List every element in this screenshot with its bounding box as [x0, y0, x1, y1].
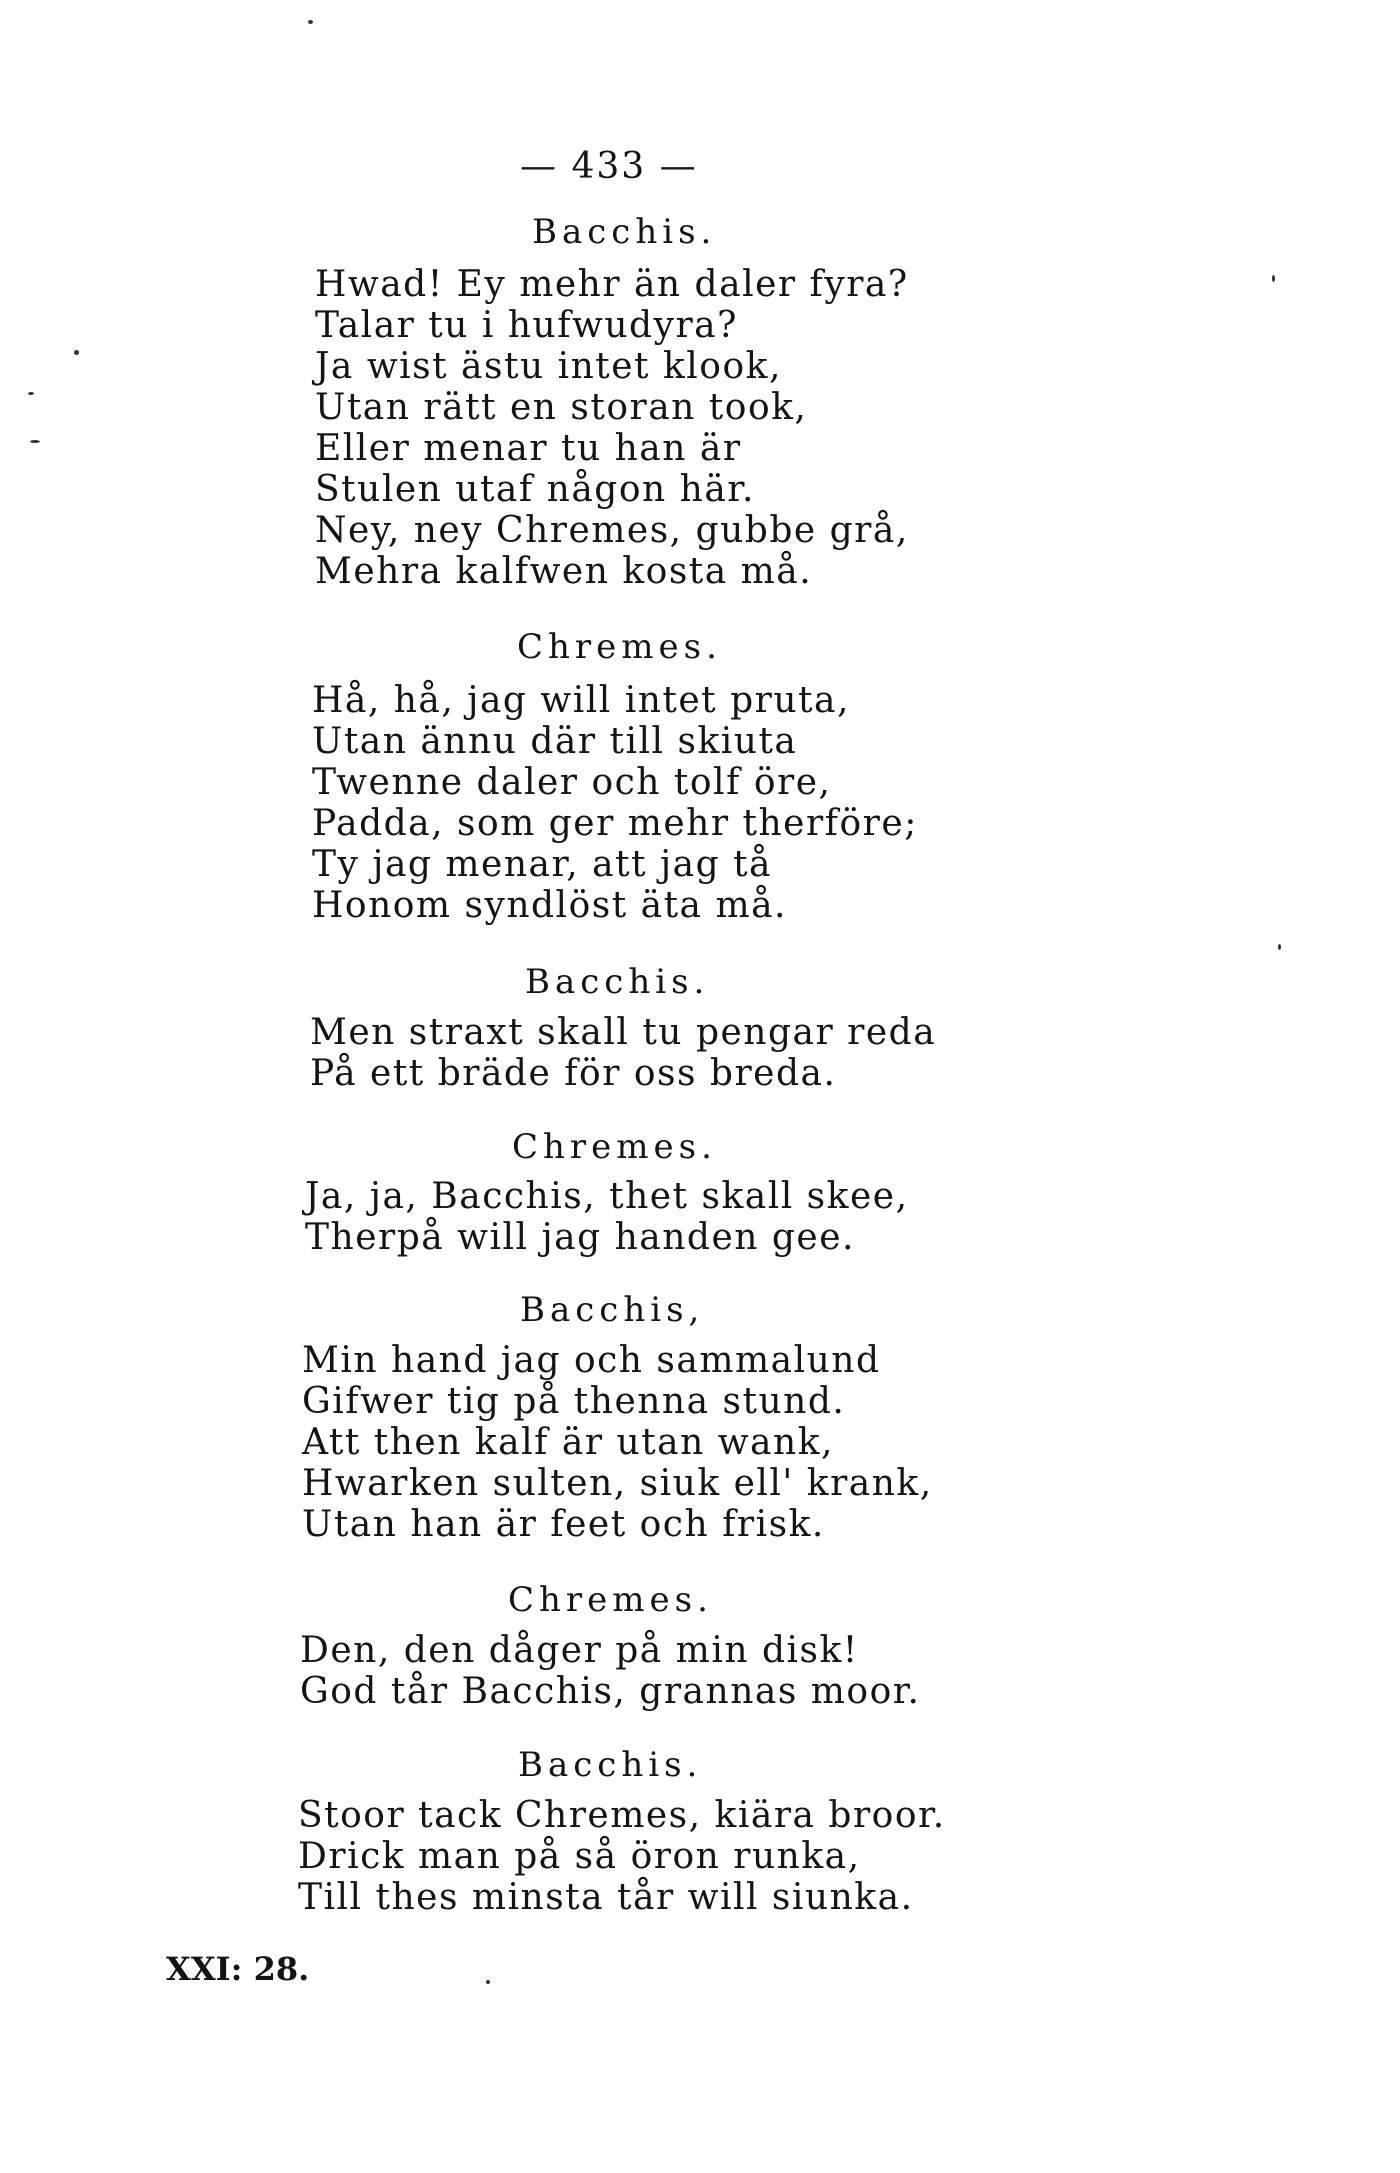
verse-line: Honom syndlöst äta må.: [312, 885, 788, 926]
verse-line: Stoor tack Chremes, kiära broor.: [298, 1795, 946, 1836]
print-speck: [28, 392, 34, 395]
verse-line: God tår Bacchis, grannas moor.: [300, 1671, 921, 1712]
print-speck: [1272, 275, 1275, 282]
verse-line: Eller menar tu han är: [315, 428, 742, 469]
speaker-name: Chremes.: [508, 1580, 713, 1620]
verse-line: Ja, ja, Bacchis, thet skall skee,: [305, 1176, 909, 1217]
verse-line: Hwad! Ey mehr än daler fyra?: [315, 264, 909, 305]
verse-line: Den, den dåger på min disk!: [300, 1630, 859, 1671]
verse-line: Att then kalf är utan wank,: [302, 1422, 834, 1463]
verse-line: Hwarken sulten, siuk ell' krank,: [302, 1463, 933, 1504]
verse-line: Ja wist ästu intet klook,: [315, 346, 782, 387]
verse-line: Gifwer tig på thenna stund.: [302, 1381, 846, 1422]
verse-line: Utan han är feet och frisk.: [302, 1504, 825, 1545]
print-speck: [74, 350, 79, 355]
speaker-name: Bacchis,: [520, 1290, 705, 1330]
verse-line: Men straxt skall tu pengar reda: [310, 1012, 937, 1053]
verse-line: Ty jag menar, att jag tå: [312, 844, 773, 885]
verse-line: Utan rätt en storan took,: [315, 387, 808, 428]
verse-line: På ett bräde för oss breda.: [310, 1053, 837, 1094]
verse-line: Padda, som ger mehr therföre;: [312, 803, 918, 844]
verse-line: Till thes minsta tår will siunka.: [298, 1877, 914, 1918]
verse-line: Mehra kalfwen kosta må.: [315, 551, 813, 592]
speaker-name: Chremes.: [512, 1127, 717, 1167]
printer-signature: XXI: 28.: [166, 1950, 310, 1988]
verse-line: Ney, ney Chremes, gubbe grå,: [315, 510, 909, 551]
verse-line: Drick man på så öron runka,: [298, 1836, 861, 1877]
page-number: — 433 —: [520, 146, 698, 187]
print-speck: [308, 20, 313, 24]
verse-line: Utan ännu där till skiuta: [312, 721, 798, 762]
verse-line: Hå, hå, jag will intet pruta,: [312, 680, 850, 721]
speaker-name: Bacchis.: [525, 962, 710, 1002]
verse-line: Twenne daler och tolf öre,: [312, 762, 832, 803]
print-speck: [1278, 944, 1281, 950]
verse-line: Therpå will jag handen gee.: [305, 1217, 855, 1258]
verse-line: Min hand jag och sammalund: [302, 1340, 881, 1381]
verse-line: Stulen utaf någon här.: [315, 469, 755, 510]
print-speck: [30, 440, 40, 443]
speaker-name: Bacchis.: [532, 212, 717, 252]
speaker-name: Chremes.: [517, 627, 722, 667]
print-speck: [486, 1980, 490, 1984]
verse-line: Talar tu i hufwudyra?: [315, 305, 738, 346]
speaker-name: Bacchis.: [518, 1745, 703, 1785]
